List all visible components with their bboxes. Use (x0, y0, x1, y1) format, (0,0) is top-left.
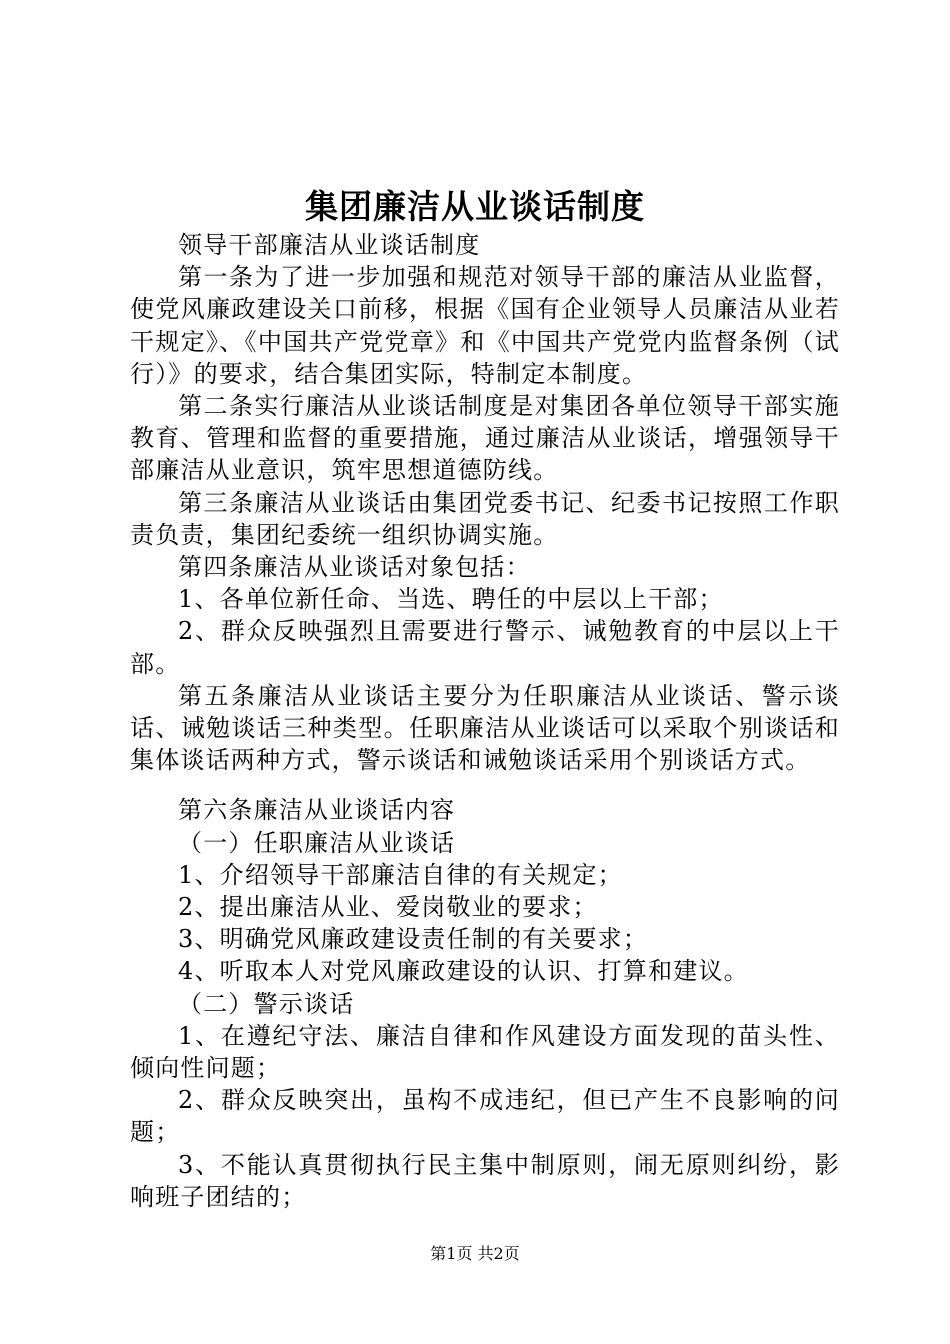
body-paragraph: 2、提出廉洁从业、爱岗敬业的要求； (178, 893, 598, 922)
page-footer: 第1页 共2页 (430, 1244, 520, 1263)
document-title: 集团廉洁从业谈话制度 (305, 187, 645, 226)
body-paragraph: 第四条廉洁从业谈话对象包括： (178, 553, 531, 582)
body-paragraph: 第二条实行廉洁从业谈话制度是对集团各单位领导干部实施教育、管理和监督的重要措施，通过廉洁从业谈话，增强领导干部廉洁从业意识，筑牢思想道德防线。 (130, 392, 840, 485)
body-paragraph: （一）任职廉洁从业谈话 (178, 828, 456, 857)
body-paragraph: 第一条为了进一步加强和规范对领导干部的廉洁从业监督，使党风廉政建设关口前移，根据《国有企业领导人员廉洁从业若干规定》、《中国共产党党章》和《中国共产党党内监督条例（试行）》的要求，结合集团实际，特制定本制度。 (130, 263, 840, 388)
body-paragraph: 1、各单位新任命、当选、聘任的中层以上干部； (178, 585, 724, 614)
body-paragraph: 3、明确党风廉政建设责任制的有关要求； (178, 925, 649, 954)
body-paragraph: 4、听取本人对党风廉政建设的认识、打算和建议。 (178, 957, 749, 986)
body-paragraph: 第五条廉洁从业谈话主要分为任职廉洁从业谈话、警示谈话、诫勉谈话三种类型。任职廉洁从业谈话可以采取个别谈话和集体谈话两种方式，警示谈话和诫勉谈话采用个别谈话方式。 (130, 681, 840, 775)
body-paragraph: 3、不能认真贯彻执行民主集中制原则，闹无原则纠纷，影响班子团结的； (130, 1150, 840, 1211)
body-paragraph: 2、群众反映强烈且需要进行警示、诫勉教育的中层以上干部。 (130, 617, 840, 678)
body-paragraph: 第六条廉洁从业谈话内容 (178, 796, 456, 825)
body-paragraph: 2、群众反映突出，虽构不成违纪，但已产生不良影响的问题； (130, 1086, 840, 1147)
body-paragraph: 领导干部廉洁从业谈话制度 (178, 231, 481, 259)
body-paragraph: （二）警示谈话 (178, 989, 355, 1018)
document-body (130, 229, 840, 1213)
body-paragraph: 第三条廉洁从业谈话由集团党委书记、纪委书记按照工作职责负责，集团纪委统一组织协调实施。 (130, 488, 840, 549)
body-paragraph: 1、介绍领导干部廉洁自律的有关规定； (178, 860, 623, 889)
body-paragraph: 1、在遵纪守法、廉洁自律和作风建设方面发现的苗头性、倾向性问题； (130, 1021, 840, 1083)
